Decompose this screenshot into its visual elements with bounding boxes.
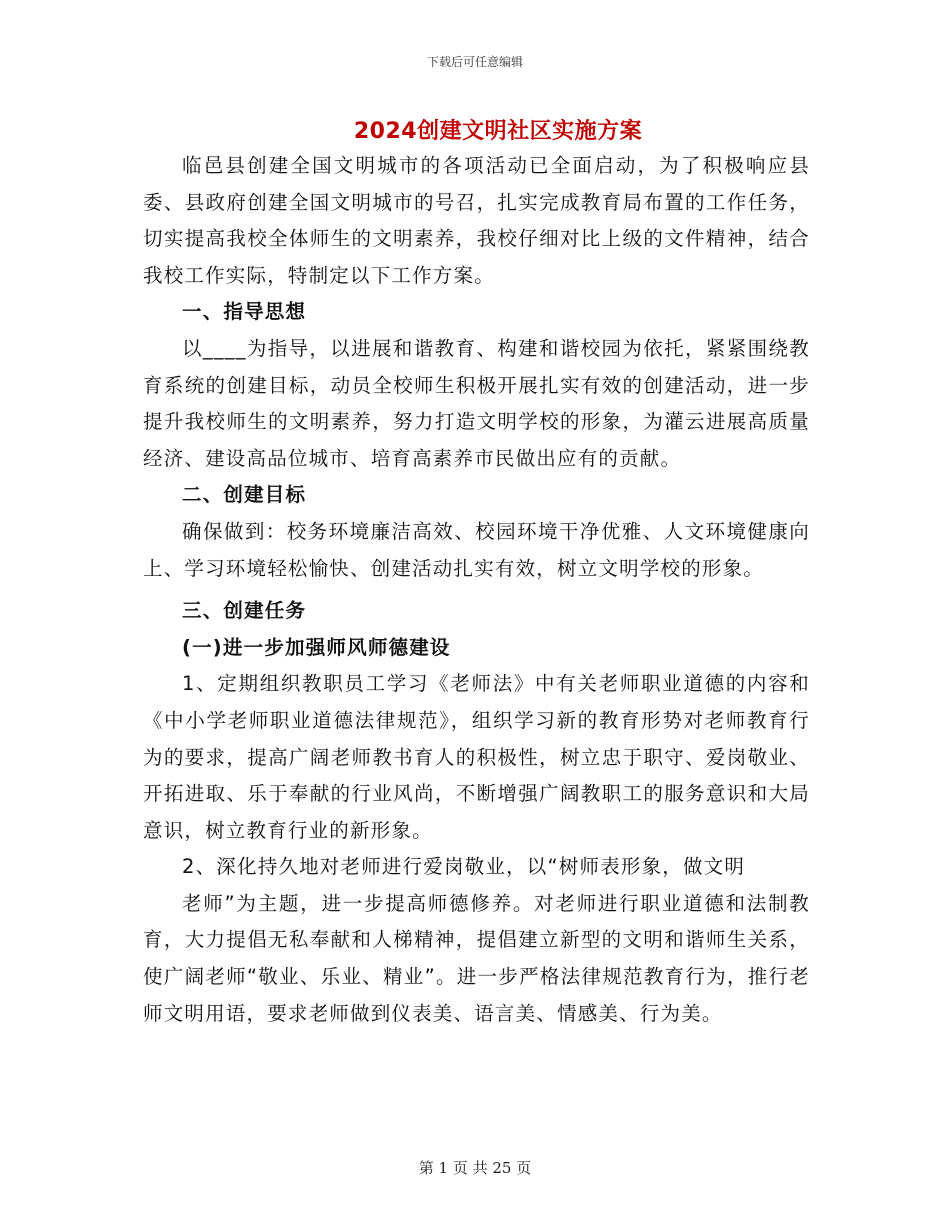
section-heading-guiding-ideology: 一、指导思想	[182, 300, 307, 324]
guiding-ideology-paragraph: 以____为指导，以进展和谐教育、构建和谐校园为依托，紧紧围绕教育系统的创建目标，动员全校师生积极开展扎实有效的创建活动，进一步提升我校师生的文明素养，努力打造文明学校的形象，为灌云进展高质量经济、建设高品位城市、培育高素养市民做出应有的贡献。	[143, 336, 810, 470]
task-item-2-paragraph: 2、深化持久地对老师进行爱岗敬业，以“树师表形象，做文明	[182, 855, 746, 879]
subsection-heading-teacher-ethics: (一)进一步加强师风师德建设	[182, 635, 451, 659]
goals-paragraph: 确保做到：校务环境廉洁高效、校园环境干净优雅、人文环境健康向上、学习环境轻松愉快、创建活动扎实有效，树立文明学校的形象。	[143, 519, 810, 580]
task-item-1-paragraph: 1、定期组织教职员工学习《老师法》中有关老师职业道德的内容和《中小学老师职业道德法律规范》，组织学习新的教育形势对老师教育行为的要求，提高广阔老师教书育人的积极性，树立忠于职守、爱岗敬业、开拓进取、乐于奉献的行业风尚，不断增强广阔教职工的服务意识和大局意识，树立教育行业的新形象。	[143, 672, 810, 842]
header-note: 下载后可任意编辑	[426, 55, 523, 69]
page-number-footer: 第 1 页 共 25 页	[418, 1159, 532, 1177]
document-title: 2024创建文明社区实施方案	[353, 119, 643, 144]
document-body	[143, 148, 810, 1032]
section-heading-goals: 二、创建目标	[182, 483, 307, 507]
intro-paragraph: 临邑县创建全国文明城市的各项活动已全面启动，为了积极响应县委、县政府创建全国文明城市的号召，扎实完成教育局布置的工作任务，切实提高我校全体师生的文明素养，我校仔细对比上级的文件精神，结合我校工作实际，特制定以下工作方案。	[143, 154, 810, 287]
task-item-2-continued-paragraph: 老师”为主题，进一步提高师德修养。对老师进行职业道德和法制教育，大力提倡无私奉献和人梯精神，提倡建立新型的文明和谐师生关系，使广阔老师“敬业、乐业、精业”。进一步严格法律规范教育行为，推行老师文明用语，要求老师做到仪表美、语言美、情感美、行为美。	[143, 891, 810, 1025]
section-heading-tasks: 三、创建任务	[182, 599, 307, 623]
